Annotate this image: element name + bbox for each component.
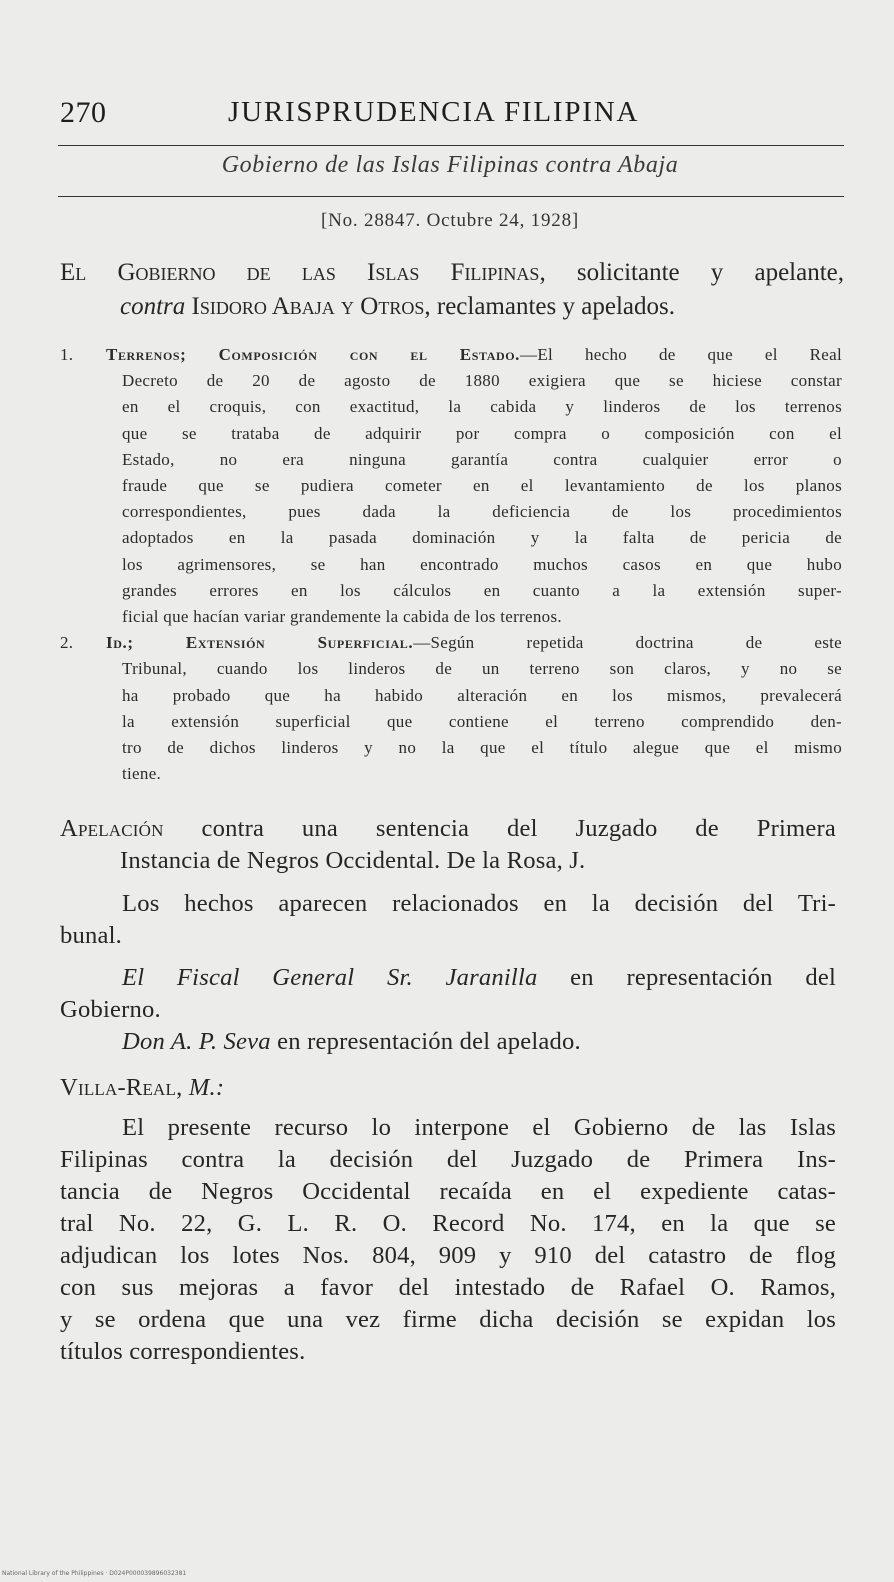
appeal-line: Apelación contra una sentencia del Juzgado de Primera <box>60 815 836 842</box>
opinion-line: tral No. 22, G. L. R. O. Record No. 174, en la que se <box>60 1210 836 1237</box>
ponente-name: Villa-Real <box>60 1074 177 1101</box>
opinion-line: con sus mejoras a favor del intestado de Rafael O. Ramos, <box>60 1274 836 1301</box>
ponente-title: M.: <box>188 1074 225 1101</box>
syllabus-number: 2. <box>60 633 74 653</box>
appellees-role: , reclamantes y apelados. <box>424 293 675 320</box>
appeal-label: Apelación <box>60 815 164 842</box>
syllabus-line: Tribunal, cuando los linderos de un terreno son claros, y no se <box>122 659 842 679</box>
counsel-line: El Fiscal General Sr. Jaranilla en representación del <box>122 964 836 991</box>
syllabus-item <box>60 630 842 787</box>
syllabus-line: grandes errores en los cálculos en cuanto a la extensión super- <box>122 580 842 600</box>
syllabus-line: la extensión superficial que contiene el terreno comprendido den- <box>122 711 842 731</box>
opinion-line: y se ordena que una vez firme dicha decisión se expidan los <box>60 1306 836 1333</box>
counsel-line: Gobierno. <box>60 996 161 1023</box>
syllabus-line: tiene. <box>122 764 162 784</box>
case-parties <box>60 256 844 324</box>
syllabus-line: ficial que hacían variar grandemente la cabida de los terrenos. <box>122 607 562 627</box>
syllabus-line: ha probado que ha habido alteración en los mismos, prevalecerá <box>122 685 842 705</box>
ponente <box>60 1072 836 1104</box>
opinion-line: El presente recurso lo interpone el Gobierno de las Islas <box>122 1114 836 1141</box>
facts-statement <box>60 888 836 952</box>
syllabus-line: Estado, no era ninguna garantía contra cualquier error o <box>122 449 842 469</box>
appellant-name: El Gobierno de las Islas Filipinas <box>60 259 540 286</box>
appellee-counsel-name: Don A. P. Seva <box>122 1028 271 1055</box>
syllabus-line: Id.; Extensión Superficial.—Según repetida doctrina de este <box>106 633 842 653</box>
ponente-line: Villa-Real, M.: <box>60 1074 225 1101</box>
syllabus-line: fraude que se pudiera cometer en el levantamiento de los planos <box>122 476 842 496</box>
syllabus-body <box>106 630 842 787</box>
appellant-role: , solicitante y apelante, <box>539 259 845 286</box>
counsel-block <box>60 962 836 1058</box>
facts-line: bunal. <box>60 922 122 949</box>
syllabus-line: los agrimensores, se han encontrado muchos casos en que hubo <box>122 554 842 574</box>
parties-line-1 <box>60 256 844 290</box>
case-short-title: Gobierno de las Islas Filipinas contra Abaja <box>221 152 679 178</box>
scan-footer: National Library of the Philippines · D024P000039896032381 <box>2 1570 187 1577</box>
appeal-statement <box>60 813 836 877</box>
syllabus-item <box>60 342 842 630</box>
contra-word: contra <box>120 293 186 320</box>
syllabus-line: Terrenos; Composición con el Estado.—El hecho de que el Real <box>106 345 842 364</box>
syllabus-line: tro de dichos linderos y no la que el título alegue que el mismo <box>122 738 842 758</box>
syllabus-number: 1. <box>60 345 74 364</box>
counsel-line: Don A. P. Seva en representación del apelado. <box>122 1028 581 1055</box>
opinion-line: títulos correspondientes. <box>60 1338 306 1365</box>
syllabus-heading: Id.; Extensión Superficial. <box>106 633 414 653</box>
opinion-text <box>60 1112 836 1368</box>
opinion-line: Filipinas contra la decisión del Juzgado de Primera Ins- <box>60 1146 836 1173</box>
appellees-name: Isidoro Abaja y Otros <box>191 293 425 320</box>
syllabus-body <box>106 342 842 630</box>
header-rule <box>58 145 844 146</box>
page-number: 270 <box>60 96 107 129</box>
syllabus-line: en el croquis, con exactitud, la cabida y linderos de los terrenos <box>122 397 842 417</box>
appeal-line: Instancia de Negros Occidental. De la Rosa, J. <box>120 847 586 874</box>
facts-line: Los hechos aparecen relacionados en la decisión del Tri- <box>122 890 836 917</box>
syllabus-heading: Terrenos; Composición con el Estado. <box>106 345 521 364</box>
parties-line-2 <box>60 290 844 324</box>
running-head <box>60 96 840 140</box>
fiscal-name: El Fiscal General Sr. Jaranilla <box>122 964 538 991</box>
syllabus-line: correspondientes, pues dada la deficiencia de los procedimientos <box>122 502 842 522</box>
syllabus <box>60 342 842 787</box>
syllabus-line: adoptados en la pasada dominación y la falta de pericia de <box>122 528 842 548</box>
syllabus-line: que se trataba de adquirir por compra o composición con el <box>122 423 842 443</box>
header-rule-lower <box>58 196 844 197</box>
docket-number: [No. 28847. Octubre 24, 1928] <box>320 210 580 231</box>
opinion-line: tancia de Negros Occidental recaída en el expediente catas- <box>60 1178 836 1205</box>
opinion-line: adjudican los lotes Nos. 804, 909 y 910 del catastro de flog <box>60 1242 836 1269</box>
journal-title: JURISPRUDENCIA FILIPINA <box>228 96 640 128</box>
syllabus-line: Decreto de 20 de agosto de 1880 exigiera que se hiciese constar <box>122 371 842 391</box>
